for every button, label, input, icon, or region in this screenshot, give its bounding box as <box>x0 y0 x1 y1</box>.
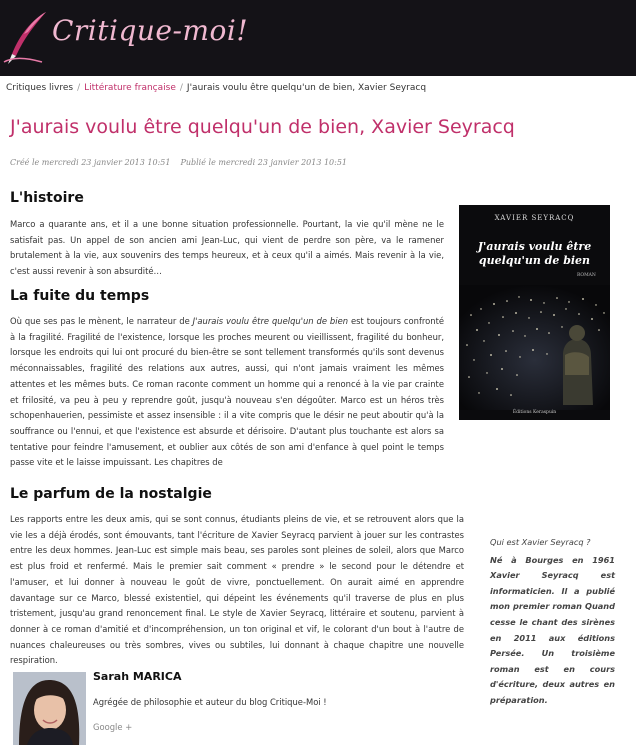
avatar-portrait-icon <box>13 672 86 745</box>
paragraph-parfum-nostalgie: Les rapports entre les deux amis, qui se sont connus, étudiants pleins de vie, et se retrouvent alors que la vie les a déjà érodés, sont émouvants, tant l'écriture de Xavier Seyracq parvient à jouer sur les contrastes entre les deux hommes. Jean-Luc est simple mais beau, ses paroles sont pleines de soleil, alors que Marco est plus froid et renfermé. Mais le premier sait comment « prendre » le second pour le détendre et l'amuser, et lui donner à nouveau le goût de vivre, ponctuellement. On aurait aimé en apprendre davantage sur ce Marco, blessé existentiel, qui dépeint les événements qu'il traverse de plus en plus tristement, jusqu'au grand renoncement final. Le style de Xavier Seyracq, littéraire et soutenu, parvient à donner à ce roman d'amitié et d'incompréhension, un ton original et vif, le colorant d'un bout à l'autre de nuances chaleureuses ou très sombres, vives ou subtiles, lui donnant à chaque chapitre une nouvelle respiration. <box>10 514 464 666</box>
breadcrumb-item-current: J'aurais voulu être quelqu'un de bien, Xavier Seyracq <box>186 83 427 93</box>
book-cover-image <box>459 205 610 420</box>
breadcrumb-separator: / <box>179 83 183 93</box>
cover-title <box>459 240 610 268</box>
author-bio-answer: Né à Bourges en 1961 Xavier Seyracq est informaticien. Il a publié mon premier roman Quand cesse le chant des sirènes en 2011 aux éditions Persée. Un troisième roman est en cours d'écriture, deux autres en préparation. <box>490 554 615 705</box>
cover-author: XAVIER SEYRACQ <box>494 214 575 222</box>
google-plus-link[interactable]: Google + <box>93 722 133 732</box>
article-meta <box>10 158 347 167</box>
author-bio-question: Qui est Xavier Seyracq ? <box>490 537 591 547</box>
breadcrumb-separator: / <box>77 83 81 93</box>
text-segment: est toujours confronté à la fragilité. Fragilité de l'existence, lorsque les proches meurent ou vieillissent, fragilité du bonheur, lorsque les endroits qui lui ont procuré du bien-être se sont tellement transformés qu'ils sont devenus méconnaissables, fragilité des relations aux autres, aussi, qui n'ont jamais vraiment les mêmes attentes et les mêmes buts. Ce roman raconte comment un homme qui a renoncé à la vie par crainte et frilosité, va peu à peu y reprendre goût, jusqu'à nouveau s'en dégoûter. Marco est un héros très schopenhauerien, pessimiste et assez insensible : il a vite compris que le désir ne peut aboutir qu'à la souffrance ou l'ennui, et que l'existence est absurde et dérisoire. D'autant plus touchante est alors sa tentative pour feindre l'amusement, et oublier aux côtés de son ami d'enfance à quel point le temps passe vite et le laisse impuissant. Les chapitres de <box>10 316 445 468</box>
page-title: J'aurais voulu être quelqu'un de bien, Xavier Seyracq <box>10 116 515 138</box>
text-segment: Où que ses pas le mènent, le narrateur de <box>10 316 193 326</box>
site-logo-text[interactable]: Critique-moi! <box>52 14 249 47</box>
section-heading-fuite-du-temps: La fuite du temps <box>10 288 150 304</box>
published-date: Publié le mercredi 23 janvier 2013 10:51 <box>180 158 348 167</box>
breadcrumb-item-litterature-francaise[interactable]: Littérature française <box>84 83 176 93</box>
author-name: Sarah MARICA <box>93 670 182 683</box>
breadcrumb-item-critiques-livres[interactable]: Critiques livres <box>6 83 74 93</box>
author-avatar[interactable] <box>13 672 86 745</box>
author-description: Agrégée de philosophie et auteur du blog Critique-Moi ! <box>93 697 327 707</box>
created-date: Créé le mercredi 23 janvier 2013 10:51 <box>10 158 171 167</box>
book-title-italic: J'aurais voulu être quelqu'un de bien <box>192 316 349 326</box>
paragraph-histoire: Marco a quarante ans, et il a une bonne situation professionnelle. Pourtant, la vie qu'il mène ne le satisfait pas. Un appel de son ancien ami Jean-Luc, qui vient de perdre son père, va le ramener brutalement à la vie, aux souvenirs des temps heureux, et à ceux qu'il a aimés. Mais revenir à la vie, c'est aussi revenir à son absurdité… <box>10 219 444 277</box>
cover-genre: ROMAN <box>577 273 596 278</box>
author-bio-box <box>490 535 615 709</box>
cover-publisher: Éditions Keraspuin <box>512 410 557 415</box>
breadcrumb <box>6 83 426 93</box>
section-heading-parfum-nostalgie: Le parfum de la nostalgie <box>10 486 212 502</box>
cover-title-line-1: J'aurais voulu être <box>477 240 592 253</box>
cover-title-line-2: quelqu'un de bien <box>478 254 591 267</box>
site-header <box>0 0 636 76</box>
night-city-illustration <box>459 205 610 420</box>
paragraph-fuite-du-temps-part-1 <box>10 314 444 471</box>
section-heading-histoire: L'histoire <box>10 190 84 206</box>
quill-logo-icon[interactable] <box>2 10 50 66</box>
